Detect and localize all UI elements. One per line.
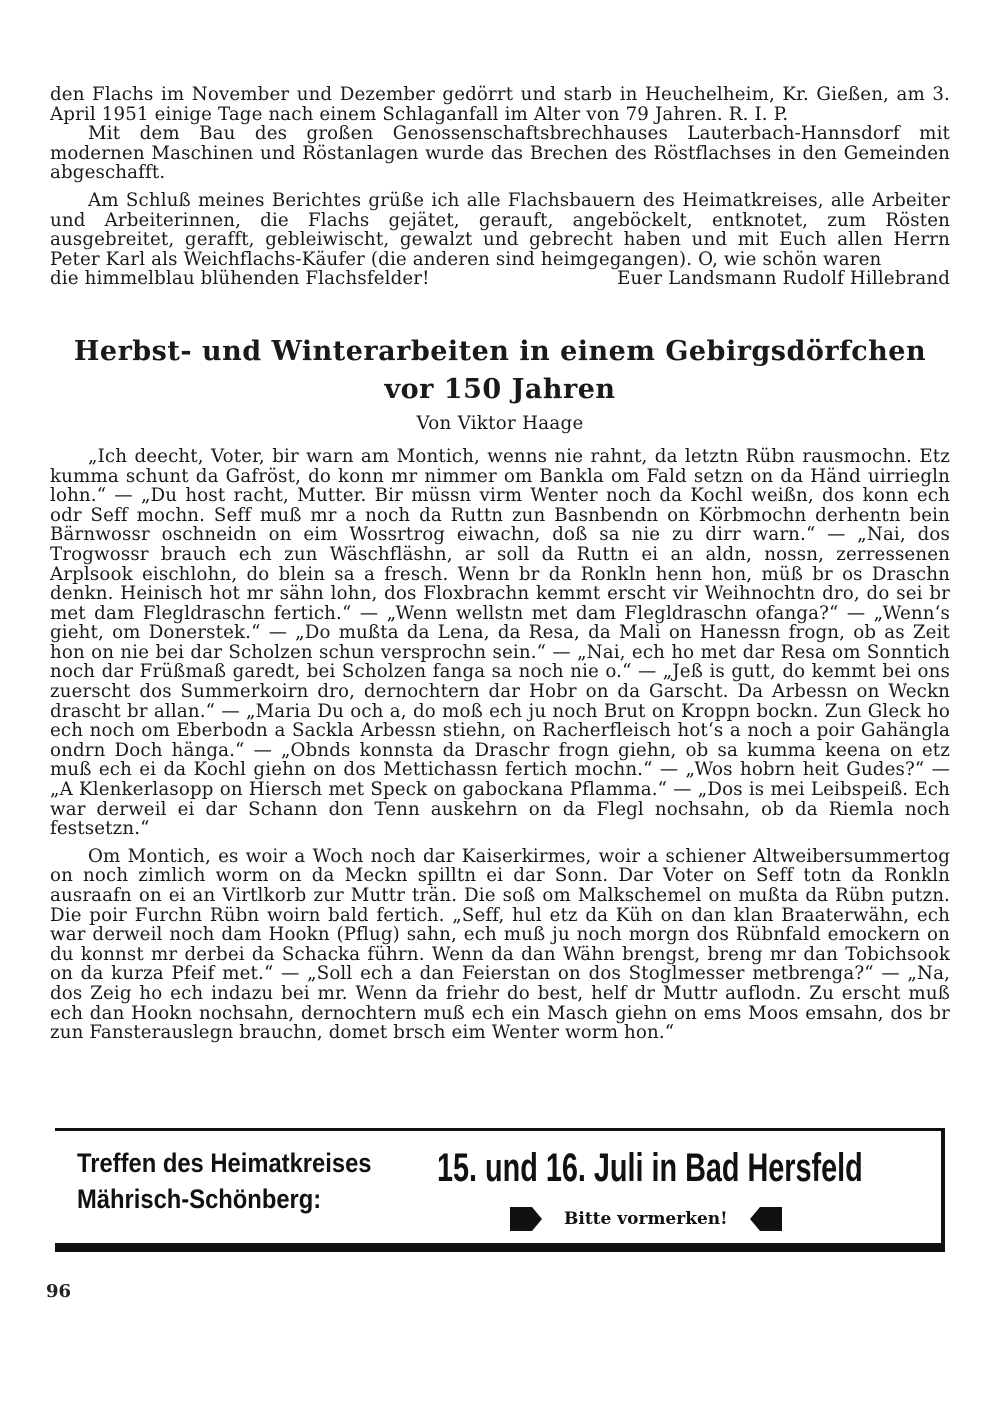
article-title (50, 333, 950, 409)
article-paragraph-2: Om Montich, es woir a Woch noch dar Kaiserkirmes, woir a schiener Altweibersummertog on noch zimlich worm on da Meckn spilltn ei dar Sonn. Dar Voter on Seff totn da Ronkln ausraafn on ei an Virtlkorb zur Muttr trän. Die soß om Malkschemel on mußta da Rübn putzn. Die poir Furchn Rübn woirn bald fertich. „Seff, hul etz da Küh on dan klan Braaterwähn, ech war derweil noch dam Hookn (Pflug) sahn, ech muß ju noch morgn dos Rübnfald emockern on du konnst mr derbei da Schacka führn. Wenn da dan Wähn brengst, breng mr dan Tobichsook on da kurza Pfeif met.“ — „Soll ech a dan Feierstan on dos Stoglmesser metbrenga?“ — „Na, dos Zeig ho ech indazu bei mr. Wenn da friehr do best, helf dr Muttr auflodn. Zu erscht muß ech dan Hookn nochsahn, dernochtern muß ech ein Masch giehn on ems Moos emsahn, dos br zun Fansterauslegn brauchn, domet brsch eim Wenter worm hon.“ (50, 845, 950, 1044)
notice-line-1: Treffen des Heimatkreises (77, 1148, 372, 1178)
meeting-notice-box (55, 1128, 945, 1252)
notice-date-location: 15. und 16. Juli in Bad Hersfeld (437, 1146, 863, 1190)
page-number: 96 (46, 1281, 72, 1302)
arrow-right-icon (510, 1204, 542, 1234)
notice-event-name (77, 1145, 412, 1217)
intro-paragraph-3: Am Schluß meines Berichtes grüße ich alle Flachsbauern des Heimatkreises, alle Arbeiter und Arbeiterinnen, die Flachs gejätet, gerauft, angeböckelt, entknotet, zum Rösten ausgebreitet, gerafft, gebleiwischt, gewalzt und gebrecht haben und mit Euch allen Herrn Peter Karl als Weichflachs-Käufer (die anderen sind heimgegangen). O, wie schön waren (50, 189, 950, 270)
author-signature: Euer Landsmann Rudolf Hillebrand (617, 268, 950, 290)
reminder-text: Bitte vormerken! (564, 1209, 728, 1229)
intro-paragraph-2: Mit dem Bau des großen Genossenschaftsbrechhauses Lauterbach-Hannsdorf mit modernen Maschinen und Röstanlagen wurde das Brechen des Röstflachses in den Gemeinden abgeschafft. (50, 123, 950, 184)
article-byline: Von Viktor Haage (416, 412, 584, 434)
notice-reminder (510, 1203, 782, 1235)
article-title-line-1: Herbst- und Winterarbeiten in einem Gebirgsdörfchen (73, 335, 927, 367)
article-paragraph-1: „Ich deecht, Voter, bir warn am Montich, wenns nie rahnt, da letztn Rübn rausmochn. Etz kumma schunt da Gafröst, do konn mr nimmer om Bankla om Fald setzn on da Händ uirriegln lohn.“ — „Du host racht, Mutter. Bir müssn virm Wenter noch da Kochl weißn, dos konn ech odr Seff mochn. Seff muß mr a noch da Ruttn zun Basnbendn on Körbmochn derhentn bein Bärnwossr oschneidn on eim Wossrtrog eiwachn, doß sa nie zu dirr warn.“ — „Nai, dos Trogwossr brauch ech zun Wäschfläshn, ar soll da Ruttn ei an aldn, nossn, zerressenen Arplsook eischlohn, do blein sa a fresch. Wenn br da Ronkln henn hon, müß br os Draschn denkn. Heinisch hot mr sähn lohn, dos Floxbrachn kemmt erscht vir Weihnochtn dro, do sei br met dam Flegldraschn fertich.“ — „Wenn wellstn met dam Flegldraschn ofanga?“ — „Wenn‘s gieht, om Donerstek.“ — „Do mußta da Lena, da Resa, da Mali on Hanessn frogn, ob as Zeit hon on nie bei dar Scholzen schun versprochn sein.“ — „Nai, ech ho met dar Resa om Sonntich noch dar Früßmaß garedt, bei Scholzen fanga sa noch nie o.“ — „Jeß is gutt, do kemmt bei ons zuerscht dos Summerkoirn dro, dernochtern dar Hobr on da Garscht. Da Arbessn on Weckn drascht br allan.“ — „Maria Du och a, do moß ech ju noch Brut on Kroppn bockn. Zun Gleck ho ech noch om Eberbodn a Sackla Arbessn stiehn, on Racherfleisch hot‘s a noch a poir Gahängla ondrn Doch hänga.“ — „Obnds konnsta da Draschr frogn giehn, ob sa kumma keena on etz muß ech ei da Kochl giehn on dos Mettichassn fertich mochn.“ — „Wos hobrn heit Gudes?“ — „A Klenkerlasopp on Hiersch met Speck on gabockana Pflamma.“ — „Dos is mei Leibspeiß. Ech war derweil ei dar Schann don Tenn auskehrn on da Flegl nochsahn, ob da Riemla noch festsetzn.“ (50, 445, 950, 840)
page-body (50, 85, 950, 1043)
notice-line-2: Mährisch-Schönberg: (77, 1184, 322, 1214)
closing-line (50, 269, 950, 289)
closing-text: die himmelblau blühenden Flachsfelder! (50, 268, 430, 290)
article-title-line-2: vor 150 Jahren (384, 373, 616, 405)
arrow-left-icon (750, 1204, 782, 1234)
intro-paragraph-1: den Flachs im November und Dezember gedörrt und starb in Heuchelheim, Kr. Gießen, am 3. April 1951 einige Tage nach einem Schlaganfall im Alter von 79 Jahren. R. I. P. (50, 84, 950, 125)
